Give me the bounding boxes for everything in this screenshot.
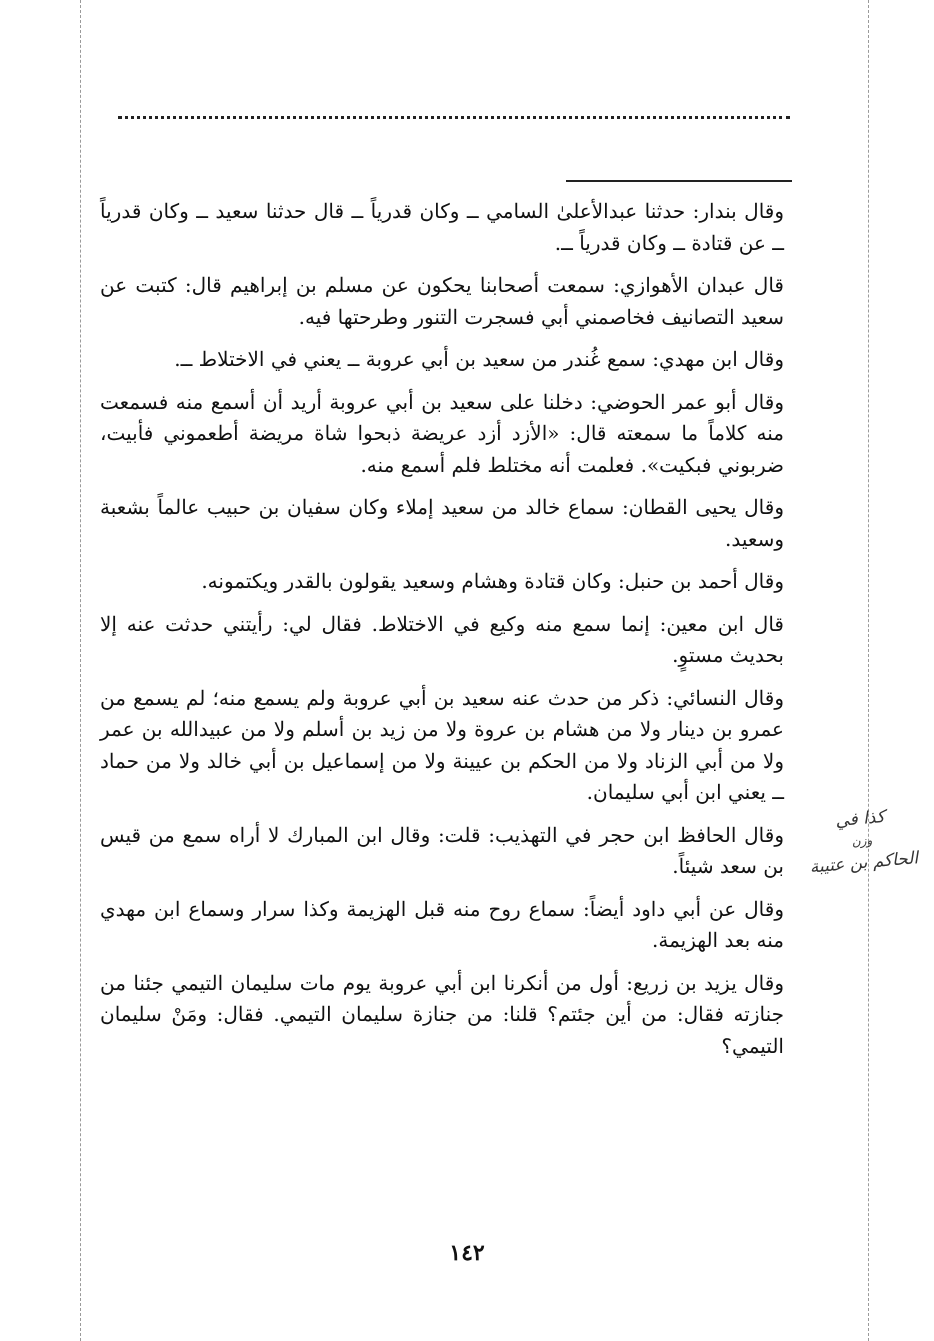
paragraph-ahmad: وقال أحمد بن حنبل: وكان قتادة وهشام وسعيد يقولون بالقدر ويكتمونه. [201, 569, 784, 593]
paragraph-abdan: قال عبدان الأهوازي: سمعت أصحابنا يحكون عن مسلم بن إبراهيم قال: كتبت عن سعيد التصانيف فخاصمني أبي فسجرت التنور وطرحتها فيه. [100, 273, 784, 329]
paragraph-nasai: وقال النسائي: ذكر من حدث عنه سعيد بن أبي عروبة ولم يسمع منه؛ لم يسمع من عمرو بن دينار ولا من هشام بن عروة ولا من زيد بن أسلم ولا من عبيدالله بن عمر ولا من أبي الزناد ولا من الحكم بن عيينة ولا من إسماعيل بن أبي خالد ولا من حماد ــ يعني ابن أبي سليمان. [100, 685, 784, 804]
paragraph-yazid: وقال يزيد بن زريع: أول من أنكرنا ابن أبي عروبة يوم مات سليمان التيمي جئنا من جنازته فقال: من أين جئتم؟ قلنا: من جنازة سليمان التيمي. فقال: ومَنْ سليمان التيمي؟ [100, 970, 784, 1058]
paragraph-ibn-mahdi: وقال ابن مهدي: سمع غُندر من سعيد بن أبي عروبة ــ يعني في الاختلاط ــ. [174, 347, 784, 371]
footnote-rule [566, 180, 792, 182]
dotted-separator [118, 116, 790, 119]
margin-note-line3: الحاكم بن عتيبة [808, 848, 919, 878]
paragraph-ibn-main: قال ابن معين: إنما سمع منه وكيع في الاختلاط. فقال لي: رأيتني حدثت عنه إلا بحديث مستوٍ. [100, 611, 784, 667]
paragraph-bundar: وقال بندار: حدثنا عبدالأعلىٰ السامي ــ وكان قدرياً ــ قال حدثنا سعيد ــ وكان قدرياً ــ عن قتادة ــ وكان قدرياً ــ. [100, 199, 784, 255]
margin-note-line1: كذا في [834, 806, 886, 832]
page-number: ١٤٢ [449, 1240, 485, 1266]
paragraph-ibn-hajar: وقال الحافظ ابن حجر في التهذيب: قلت: وقال ابن المبارك لا أراه سمع من قيس بن سعد شيئاً. [100, 822, 784, 878]
paragraph-yahya: وقال يحيى القطان: سماع خالد من سعيد إملاء وكان سفيان بن حبيب عالماً بشعبة وسعيد. [100, 495, 784, 551]
scan-edge-right [868, 0, 869, 1341]
page-body [100, 196, 784, 1073]
scan-edge-left [80, 0, 81, 1341]
paragraph-abu-dawud: وقال عن أبي داود أيضاً: سماع روح منه قبل الهزيمة وكذا سرار وسماع ابن مهدي منه بعد الهزيمة. [100, 896, 784, 952]
handwritten-margin-note [791, 802, 932, 880]
margin-note-line2: وزن [851, 833, 873, 849]
paragraph-abu-umar: وقال أبو عمر الحوضي: دخلنا على سعيد بن أبي عروبة أريد أن أسمع منه فسمعت منه كلاماً ما سمعته قال: «الأزد أزد عريضة ذبحوا شاة مريضة أطعموني فأبيت، ضربوني فبكيت». فعلمت أنه مختلط فلم أسمع منه. [100, 389, 784, 477]
